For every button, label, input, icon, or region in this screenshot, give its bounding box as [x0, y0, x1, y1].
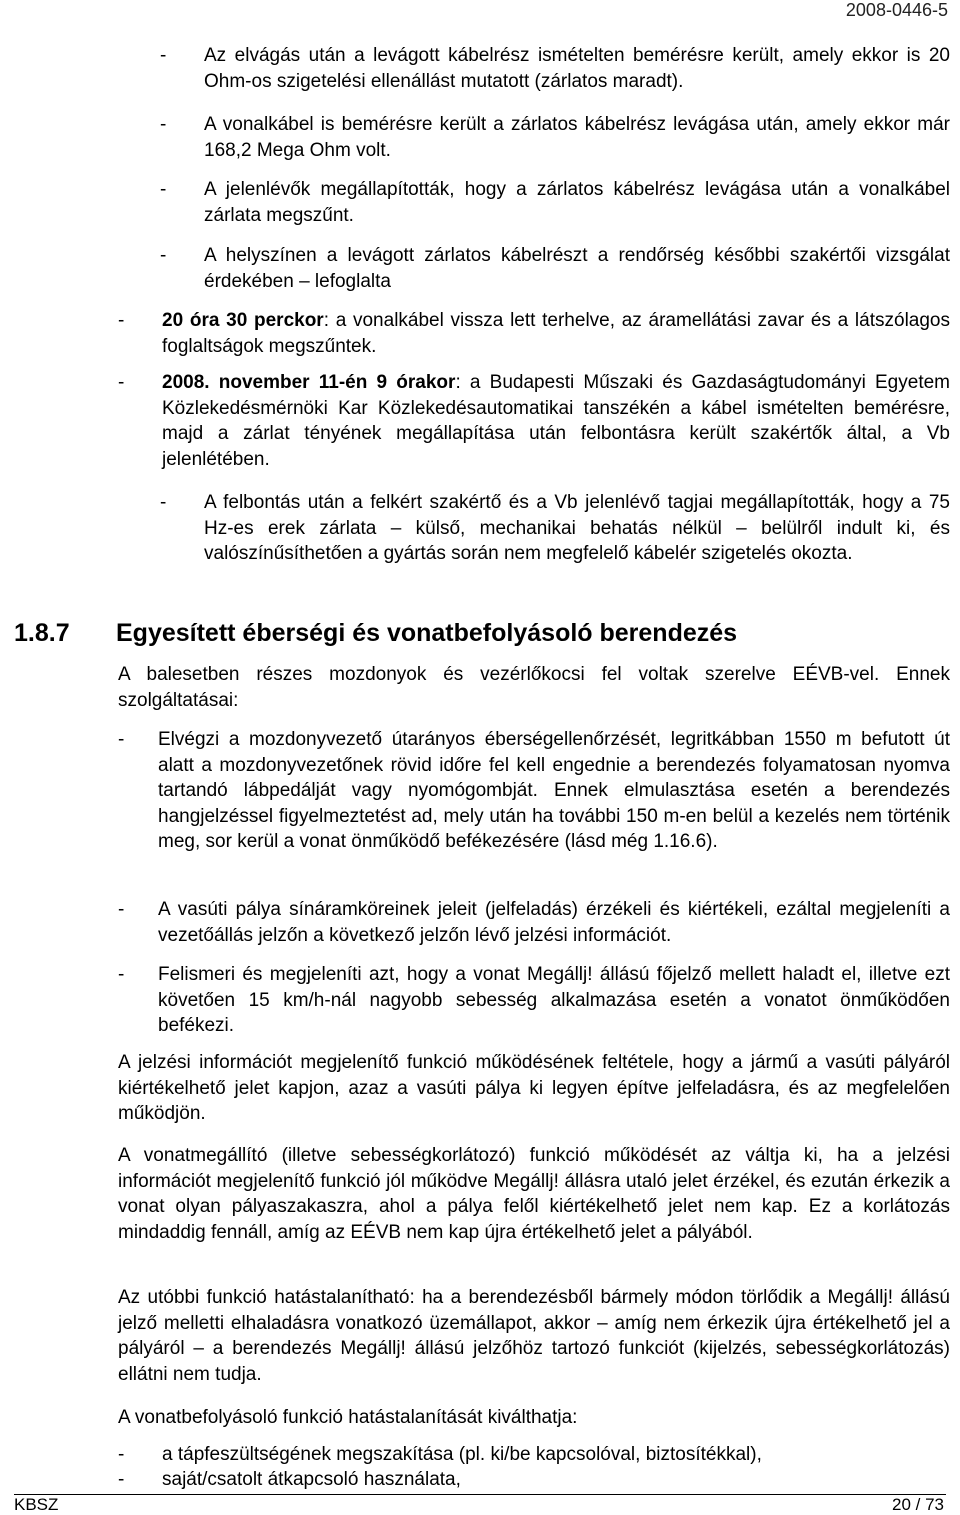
list-item	[160, 177, 950, 228]
list-dash: -	[118, 310, 125, 331]
body-paragraph: Az utóbbi funkció hatástalanítható: ha a berendezésből bármely módon törlődik a Megállj! állású jelző melletti elhaladásra vonatkozó üzemállapot, akkor – amíg nem érkezik újra értékelhető jel a pályáról – a berendezés Megállj! állású jelzőhöz tartozó funkciót (kijelzés, sebességkorlátozás) ellátni nem tudja.	[118, 1287, 950, 1385]
list-item	[160, 243, 950, 294]
list-item	[160, 43, 950, 94]
body-paragraph: A jelzési információt megjelenítő funkció működésének feltétele, hogy a jármű a vasúti pályáról kiértékelhető jelet kapjon, azaz a vasúti pálya ki legyen építve jelfeladásra, és az megfelelően működjön.	[118, 1052, 950, 1124]
section-heading	[14, 617, 737, 649]
body-paragraph: A vonatbefolyásoló funkció hatástalanítását kiválthatja:	[118, 1407, 578, 1428]
section-number: 1.8.7	[14, 619, 70, 647]
list-dash: -	[160, 179, 167, 200]
service-text: Felismeri és megjeleníti azt, hogy a vonat Megállj! állású főjelző mellett haladt el, illetve ezt követően 15 km/h-nál nagyobb sebesség alkalmazása esetén a vonatot önműködően befékezi.	[158, 964, 950, 1036]
list-dash: -	[118, 372, 125, 393]
timeline-text: : a vonalkábel vissza lett terhelve, az áramellátási zavar és a látszólagos foglaltságok megszűntek.	[162, 310, 950, 357]
document-id: 2008-0446-5	[845, 0, 948, 20]
list-item-text: a tápfeszültségének megszakítása (pl. ki/be kapcsolóval, biztosítékkal),	[162, 1444, 762, 1465]
timeline-time: 2008. november 11-én 9 órakor	[162, 372, 456, 393]
list-dash: -	[118, 1444, 125, 1465]
list-dash: -	[160, 114, 167, 135]
timeline-time: 20 óra 30 perckor	[162, 310, 324, 331]
page-number: 20 / 73	[892, 1495, 944, 1514]
list-dash: -	[118, 964, 125, 985]
list-item-text: A helyszínen a levágott zárlatos kábelrészt a rendőrség későbbi szakértői vizsgálat érdekében – lefoglalta	[204, 245, 950, 292]
footer-divider	[14, 1494, 946, 1495]
section-title: Egyesített éberségi és vonatbefolyásoló berendezés	[116, 619, 738, 647]
list-item-text: A felbontás után a felkért szakértő és a Vb jelenlévő tagjai megállapították, hogy a 75 Hz-es erek zárlata – külső, mechanikai behatás nélkül – belülről indult ki, és valószínűsíthetően a gyártás során nem megfelelő kábelér szigetelés okozta.	[204, 492, 950, 564]
service-text: Elvégzi a mozdonyvezető útarányos éberségellenőrzését, legritkábban 1550 m befutott út alatt a mozdonyvezetőnek rövid időre fel kell engednie a berendezés folyamatosan nyomva tartandó lábpedálját vagy nyomógombját. Ennek elmulasztása esetén a berendezés hangjelzéssel figyelmeztetést ad, mely után ha további 150 m-en belül a kezelés nem történik meg, sor kerül a vonat önműködő befékezésére (lásd még 1.16.6).	[158, 729, 950, 852]
list-dash: -	[118, 1469, 125, 1490]
list-item-text: A jelenlévők megállapították, hogy a zárlatos kábelrész levágása után a vonalkábel zárlata megszűnt.	[204, 179, 950, 226]
list-item-text: Az elvágás után a levágott kábelrész ismételten bemérésre került, amely ekkor is 20 Ohm-os szigetelési ellenállást mutatott (zárlatos maradt).	[204, 45, 950, 92]
list-item	[118, 1467, 950, 1493]
service-item	[118, 727, 950, 855]
list-dash: -	[160, 492, 167, 513]
list-item	[118, 1442, 950, 1468]
list-dash: -	[160, 245, 167, 266]
intro-paragraph: A balesetben részes mozdonyok és vezérlőkocsi fel voltak szerelve EÉVB-vel. Ennek szolgáltatásai:	[118, 664, 950, 711]
list-dash: -	[118, 899, 125, 920]
body-paragraph: A vonatmegállító (illetve sebességkorlátozó) funkció működését az váltja ki, ha a jelzési információt megjelenítő funkció jól működve Megállj! állásra utaló jelet érzékel, és ezután érkezik a vonat olyan pályaszakaszra, ahol a pálya felől kiértékelhető jelet nem kap. Ez a korlátozás mindaddig fennáll, amíg az EÉVB nem kap újra értékelhető jelet a pályából.	[118, 1145, 950, 1243]
timeline-item	[118, 308, 950, 359]
footer-organization: KBSZ	[14, 1495, 59, 1514]
timeline-text: : a Budapesti Műszaki és Gazdaságtudományi Egyetem Közlekedésmérnöki Kar Közlekedésautomatikai tanszékén a kábel ismételten bemérésre, majd a zárlat tényének megállapítása után felbontásra került szakértők által, a Vb jelenlétében.	[162, 372, 950, 470]
list-dash: -	[160, 45, 167, 66]
list-item-text: A vonalkábel is bemérésre került a zárlatos kábelrész levágása után, amely ekkor már 168,2 Mega Ohm volt.	[204, 114, 950, 161]
list-item	[160, 490, 950, 567]
list-item-text: saját/csatolt átkapcsoló használata,	[162, 1469, 461, 1490]
list-dash: -	[118, 729, 125, 750]
service-item	[118, 897, 950, 948]
service-text: A vasúti pálya sínáramköreinek jeleit (jelfeladás) érzékeli és kiértékeli, ezáltal megjeleníti a vezetőállás jelzőn a következő jelzőn lévő jelzési információt.	[158, 899, 950, 946]
service-item	[118, 962, 950, 1039]
list-item	[160, 112, 950, 163]
timeline-item	[118, 370, 950, 472]
